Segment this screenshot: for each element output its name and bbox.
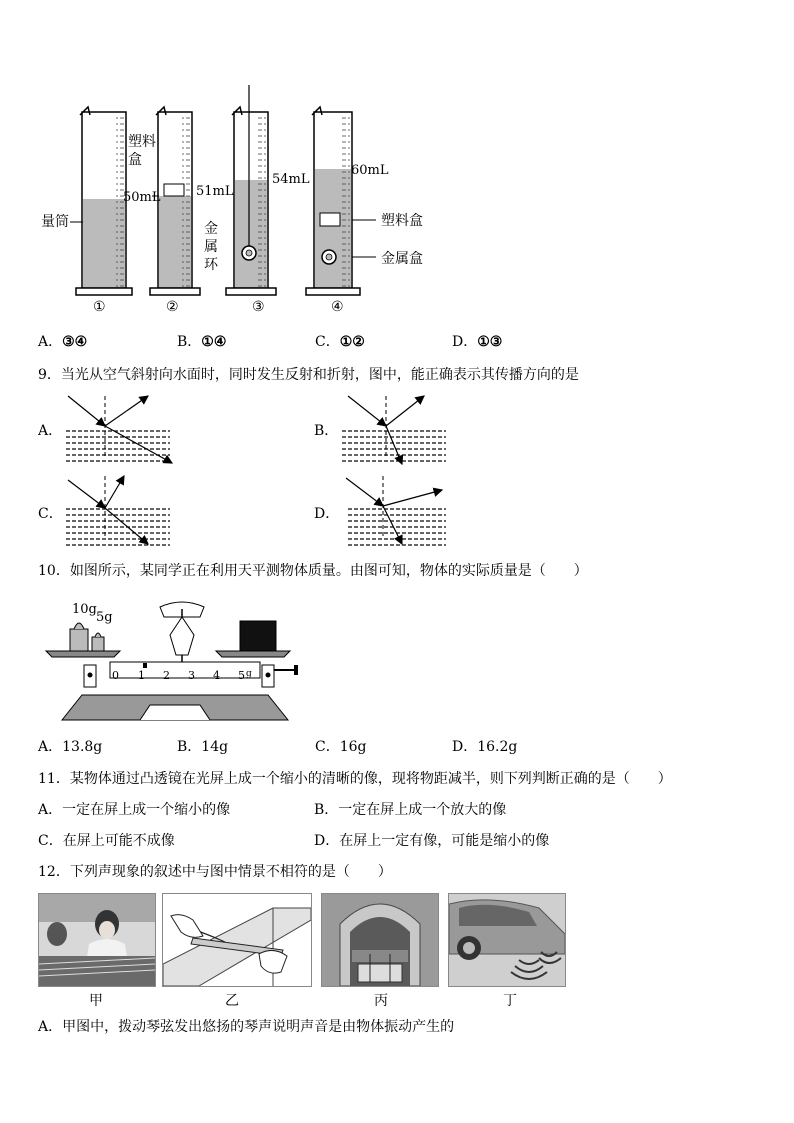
q10-option-a[interactable]: A．13.8g	[38, 739, 103, 755]
caption-yi: 乙	[225, 993, 239, 1009]
q9-diagram-a	[66, 396, 172, 466]
label-50ml: 50mL	[123, 190, 161, 205]
q8-option-c[interactable]: C．①②	[315, 334, 365, 350]
label-plastic-box-4: 塑料盒	[381, 213, 423, 229]
q9-diagrams	[30, 388, 470, 558]
q8-option-d[interactable]: D．①③	[452, 334, 503, 350]
label-51ml: 51mL	[196, 184, 234, 199]
photo-bing	[321, 893, 439, 987]
cylinder-4	[306, 107, 376, 295]
q9-diagram-d	[346, 476, 446, 546]
photo-ding	[448, 893, 566, 987]
q9-label-a[interactable]: A．	[38, 423, 63, 439]
q11-option-b[interactable]: B．一定在屏上成一个放大的像	[314, 802, 507, 818]
q11-option-c[interactable]: C．在屏上可能不成像	[38, 833, 175, 849]
label-metal-ring: 金属环	[204, 221, 218, 273]
weight-10g-label: 10g	[72, 602, 97, 617]
q9-diagram-b	[342, 396, 446, 466]
q10-option-d[interactable]: D．16.2g	[452, 739, 518, 755]
scale-tick-1: 1	[138, 669, 145, 682]
caption-ding: 丁	[503, 993, 517, 1009]
q10-stem: 10．如图所示，某同学正在利用天平测物体质量。由图可知，物体的实际质量是（ ）	[38, 563, 588, 579]
label-54ml: 54mL	[272, 172, 310, 187]
q9-label-b[interactable]: B．	[314, 423, 339, 439]
cylinder-number-2: ②	[166, 299, 179, 315]
q12-option-a[interactable]: A．甲图中，拨动琴弦发出悠扬的琴声说明声音是由物体振动产生的	[38, 1019, 455, 1035]
label-liangtong: 量筒	[41, 214, 69, 230]
q10-option-c[interactable]: C．16g	[315, 739, 367, 755]
q11-option-d[interactable]: D．在屏上一定有像，可能是缩小的像	[314, 833, 550, 849]
weight-5g-label: 5g	[96, 610, 113, 625]
balance-scale-ticks	[110, 670, 260, 684]
label-plastic-box-2: 塑料盒	[128, 134, 156, 168]
q8-option-a[interactable]: A．③④	[38, 334, 88, 350]
cylinder-number-3: ③	[252, 299, 265, 315]
scale-tick-2: 2	[163, 669, 170, 682]
cylinders-figure	[30, 85, 450, 325]
caption-jia: 甲	[89, 993, 103, 1009]
scale-tick-4: 4	[213, 669, 220, 682]
scale-tick-0: 0	[112, 669, 119, 682]
q10-option-b[interactable]: B．14g	[177, 739, 229, 755]
photo-yi	[162, 893, 312, 987]
q12-stem: 12．下列声现象的叙述中与图中情景不相符的是（ ）	[38, 864, 392, 880]
label-60ml: 60mL	[351, 163, 389, 178]
q9-label-c[interactable]: C．	[38, 506, 63, 522]
q9-label-d[interactable]: D．	[314, 506, 340, 522]
cylinder-number-4: ④	[331, 299, 344, 315]
q8-option-b[interactable]: B．①④	[177, 334, 227, 350]
scale-tick-3: 3	[188, 669, 195, 682]
caption-bing: 丙	[374, 993, 388, 1009]
q11-stem: 11．某物体通过凸透镜在光屏上成一个缩小的清晰的像，现将物距减半，则下列判断正确的是（ ）	[38, 771, 672, 787]
photo-jia	[38, 893, 156, 987]
cylinder-number-1: ①	[93, 299, 106, 315]
q9-diagram-c	[66, 476, 170, 546]
q11-option-a[interactable]: A．一定在屏上成一个缩小的像	[38, 802, 231, 818]
scale-tick-5: 5	[238, 669, 245, 682]
q9-stem: 9．当光从空气斜射向水面时，同时发生反射和折射，图中，能正确表示其传播方向的是	[38, 367, 579, 383]
scale-unit: g	[246, 669, 252, 679]
label-metal-box: 金属盒	[381, 251, 423, 267]
